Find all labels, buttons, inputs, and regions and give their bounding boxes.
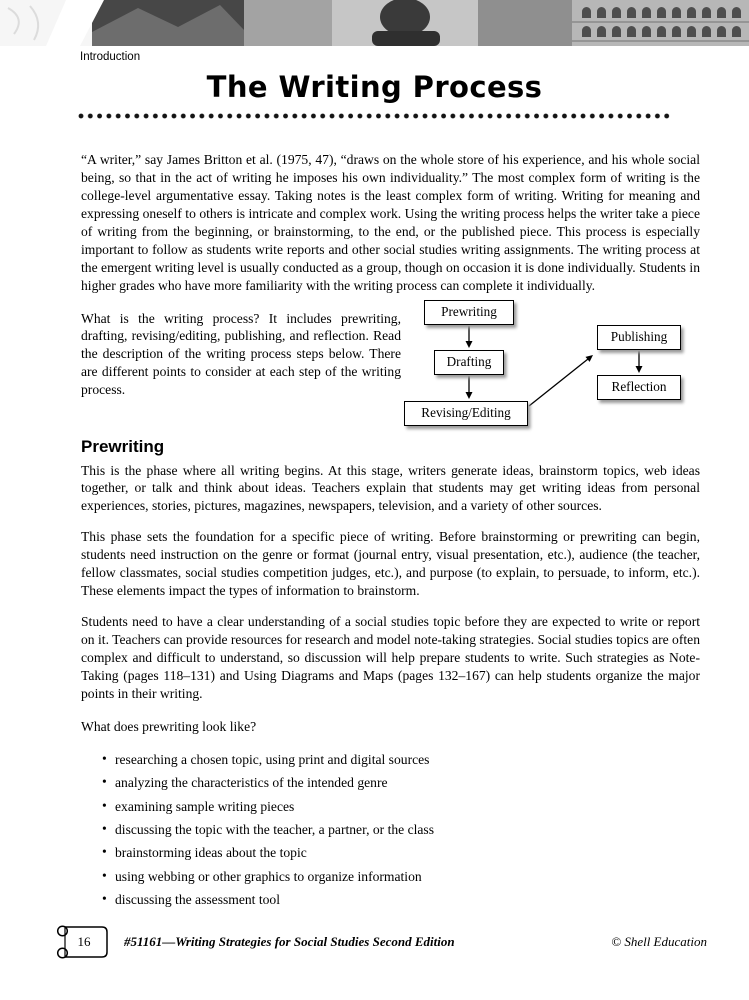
prewriting-paragraph-2: This phase sets the foundation for a specific piece of writing. Before brainstorming or prewriting can begin, students need instruction on the genre or format (journal entry, visual presentation, etc.), audience (the teacher, fellow classmates, social studies competition judges, etc.), and purpose (to explain, to persuade, to inform, etc.). These elements impact the types of information to brainstorm.	[81, 529, 700, 599]
scroll-page-number	[52, 921, 114, 963]
colosseum-photo	[572, 0, 749, 46]
book-info: #51161—Writing Strategies for Social Studies Second Edition	[124, 934, 455, 949]
mountain-photo	[92, 0, 244, 46]
writing-process-flowchart	[401, 298, 700, 431]
list-item: • brainstorming ideas about the topic	[101, 844, 700, 862]
flowchart-node-reflection: Reflection	[597, 375, 681, 400]
portrait-photo	[332, 0, 478, 46]
prewriting-paragraph-1: This is the phase where all writing begins. At this stage, writers generate ideas, brainstorm topics, web ideas together, or talk and think about ideas. Teachers explain that students may get writing ideas from personal experiences, stories, pictures, magazines, newspapers, television, and a variety of other sources.	[81, 462, 700, 514]
flowchart-node-revising-editing: Revising/Editing	[404, 401, 528, 426]
list-item: • using webbing or other graphics to organize information	[101, 868, 700, 886]
page-number: 16	[77, 934, 91, 949]
prewriting-heading: Prewriting	[81, 436, 165, 456]
page-content	[0, 151, 749, 909]
flowchart-node-drafting: Drafting	[434, 350, 504, 375]
list-item: • analyzing the characteristics of the intended genre	[101, 774, 700, 792]
list-item: • discussing the topic with the teacher, a partner, or the class	[101, 821, 700, 839]
list-item: • researching a chosen topic, using print and digital sources	[101, 751, 700, 769]
prewriting-paragraph-3: Students need to have a clear understanding of a social studies topic before they are expected to write or report on it. Teachers can provide resources for research and model note-taking strategies. Social studies topics are often complex and difficult to understand, so discussion will help prepare students to write. Such strategies as Note-Taking (pages 118–131) and Using Diagrams and Maps (pages 132–167) can help students organize the major points in their writing.	[81, 614, 700, 701]
flowchart-node-publishing: Publishing	[597, 325, 681, 350]
process-question-paragraph: What is the writing process? It includes prewriting, drafting, revising/editing, publishing, and reflection. Read the description of the writing process steps below. There are different points to consider at each step of the writing process.	[81, 310, 401, 398]
flowchart-node-prewriting: Prewriting	[424, 300, 514, 325]
header-collage-image	[0, 0, 749, 46]
copyright: © Shell Education	[611, 934, 707, 949]
dotted-divider	[78, 113, 673, 119]
prewriting-bullet-list	[101, 751, 700, 910]
intro-paragraph: “A writer,” say James Britton et al. (1975, 47), “draws on the whole store of his experience, and his whole social being, so that in the act of writing he imposes his own individuality.” The most complex form of writing is the college-level argumentative essay. Taking notes is the least complex form of writing. Writing for meaning and expressing oneself to others is intricate and complex work. Using the writing process helps the writer take a piece of writing from the beginning, or brainstorming, to the end, or the published piece. This process is especially important to follow as students write reports and other social studies writing assignments. The writing process at the emergent writing level is usually conducted as a group, though on occasion it is done individually. Students in higher grades who have more familiarity with the writing process can complete it individually.	[81, 152, 700, 293]
page-footer	[0, 921, 749, 963]
section-label: Introduction	[80, 51, 141, 63]
page-title: The Writing Process	[206, 70, 543, 104]
list-item: • examining sample writing pieces	[101, 798, 700, 816]
prewriting-question: What does prewriting look like?	[81, 718, 257, 734]
process-overview-row	[81, 298, 700, 431]
list-item: • discussing the assessment tool	[101, 891, 700, 909]
